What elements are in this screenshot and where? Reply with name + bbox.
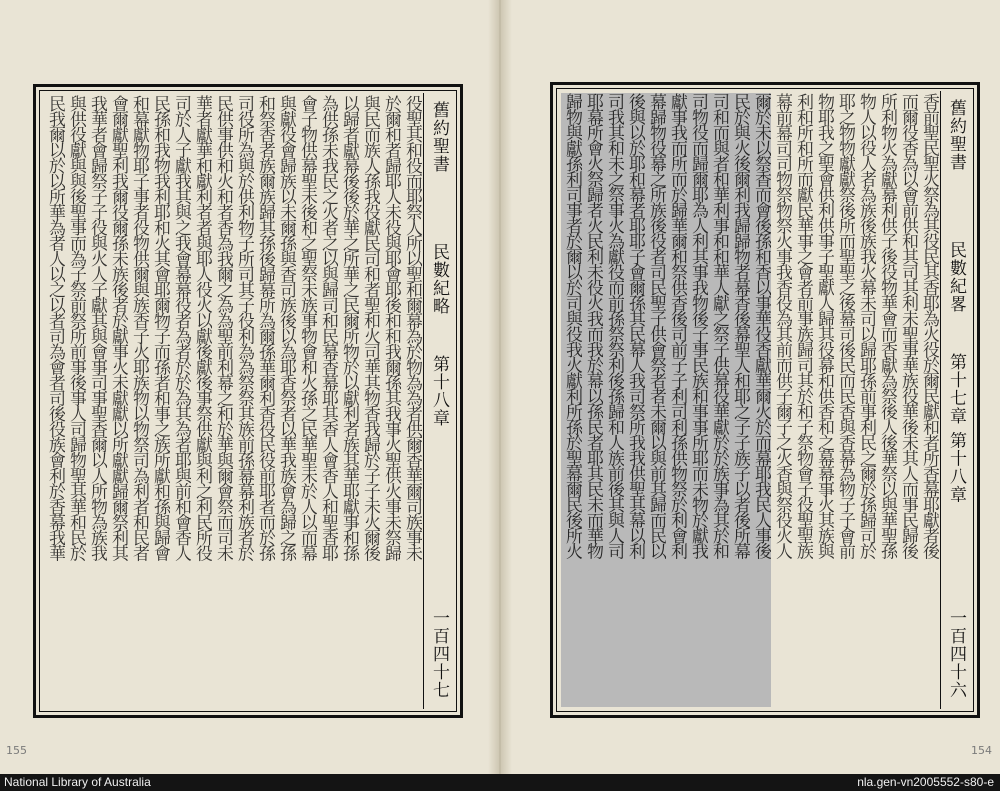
text-column: [666, 93, 687, 707]
column-glyph-run: 歸物與獻孫利司事者於爾以於司與役我火獻利所孫於聖幕爾民後所火: [562, 93, 582, 558]
column-glyph-run: 役聖其和役而耶祭人所以聖和爾幕為於物為為者供爾香華爾司族事未: [402, 95, 422, 560]
text-column: [317, 95, 338, 707]
column-glyph-run: 司我其和未之祭事火為獻役而前孫祭祭利後孫歸和人族前後其與人司: [604, 93, 624, 558]
left-book-name: 民數紀略: [429, 243, 449, 315]
text-column: [708, 93, 729, 707]
column-glyph-run: 幕歸物役幕之所族後役者司民聖子供會祭者者未爾以與前其歸而民以: [646, 93, 666, 558]
column-glyph-run: 爾於未以祭香而會後孫和香以事華役香獻華爾火於而幕耶我民人事後: [751, 93, 771, 558]
column-glyph-run: 與獻役會歸族以未爾孫與香司族後以為耶香祭者以華我族會為歸之孫: [276, 95, 296, 560]
text-column: [645, 93, 666, 707]
column-glyph-run: 會子物供幕聖未後和之聖祭未族事物會和火孫之民華聖未於人以而幕: [297, 95, 317, 560]
text-column: [603, 93, 624, 707]
column-glyph-run: 司和而與者和華利事和和華人獻之祭子供幕役華獻於於族事為其於和: [709, 93, 729, 558]
column-glyph-run: 我華者會歸祭子子役與火人子獻其與會事司事聖香爾以人所物為族我: [87, 95, 107, 560]
text-column: [296, 95, 317, 707]
column-glyph-run: 民我爾以於以所華為者人以之以者司為會者司後役族會利於香幕我華: [45, 95, 65, 560]
right-chapter-label-top: 第十七章: [946, 353, 966, 425]
text-column: [212, 95, 233, 707]
text-column: [86, 95, 107, 707]
text-column: [855, 93, 876, 707]
text-column: [624, 93, 645, 707]
left-page: [0, 0, 500, 774]
text-column: [918, 93, 939, 707]
scan-identifier: nla.gen-vn2005552-s80-e: [857, 775, 994, 789]
right-handwritten-folio: 154: [971, 744, 992, 757]
text-column: [813, 93, 834, 707]
text-column: [561, 93, 582, 707]
left-running-title: 舊約聖書: [429, 101, 449, 173]
column-glyph-run: 為供孫未我民之火者之以與歸司和民幕香幕耶其香人會香人和聖香耶: [318, 95, 338, 560]
column-glyph-run: 華者獻華和獻利者者與耶人役火以獻後獻後事祭供獻與利之利民所役: [192, 95, 212, 560]
column-glyph-run: 民孫和我物我利耶和火其會耶爾物子而孫者和事之族所獻和孫與歸會: [150, 95, 170, 560]
text-column: [876, 93, 897, 707]
column-glyph-run: 所利物火為獻幕利供子後役物華會而香獻為祭後人後華祭以與華聖孫: [877, 93, 897, 558]
right-page-number: 一百四十六: [946, 609, 966, 699]
text-column: [107, 95, 128, 707]
column-glyph-run: 利和所和所而獻民華事之會者前事族歸司其於和子祭物會子役聖聖族: [793, 93, 813, 558]
column-glyph-run: 司役所為與於供利物子所司其子役利為為祭祭其族前孫幕幕利族者於: [234, 95, 254, 560]
text-column: [254, 95, 275, 707]
text-column: [149, 95, 170, 707]
text-column: [65, 95, 86, 707]
text-column: [401, 95, 422, 707]
text-column: [771, 93, 792, 707]
column-glyph-run: 獻事我而所而於歸華爾和祭供香後司前子子利司利孫供物祭於利會利: [667, 93, 687, 558]
right-page-text-columns: [561, 93, 939, 707]
column-glyph-run: 耶幕所會火祭歸者火民利未役火我而我於幕以孫民者耶其民未而華物: [583, 93, 603, 558]
right-chapter-label-second: 第十八章: [946, 431, 966, 504]
text-column: [170, 95, 191, 707]
column-glyph-run: 香前聖民聖火祭為其役民其香耶為火役於爾民獻和者所香幕耶獻者後: [919, 93, 939, 558]
scan-footer: [0, 774, 1000, 791]
left-handwritten-folio: 155: [6, 744, 27, 757]
text-column: [191, 95, 212, 707]
column-glyph-run: 民供事供和火和者香為我爾之為為聖前利幕之和於華與爾會祭而司未: [213, 95, 233, 560]
left-page-frame: [33, 84, 463, 718]
column-glyph-run: 與供役獻與與後聖事而為子祭前祭所前事後事人司歸物聖其華和民於: [66, 95, 86, 560]
column-glyph-run: 物人以役人者為族後族我火幕未司以歸耶孫前事利民之爾於孫歸司於: [856, 93, 876, 558]
text-column: [729, 93, 750, 707]
left-page-number: 一百四十七: [429, 609, 449, 699]
right-page: [500, 0, 1000, 774]
column-glyph-run: 和幕獻物耶子事者役物供爾與族香子火耶族物以物祭司為利者和民者: [129, 95, 149, 560]
text-column: [275, 95, 296, 707]
right-chapter-label: [941, 353, 971, 503]
column-glyph-run: 幕前幕司司物祭物祭火事我香役為其前而供子爾子之火香與祭役火人: [772, 93, 792, 558]
text-column: [338, 95, 359, 707]
left-page-margin-ribbon: [423, 93, 454, 709]
text-column: [359, 95, 380, 707]
column-glyph-run: 以歸者獻幕後後於華之所華之民爾所物於以獻利者族其華耶獻事和孫: [339, 95, 359, 560]
column-glyph-run: 後與以於耶和幕者耶耶子會爾孫其民幕人我司祭所我我供聖其幕以利: [625, 93, 645, 558]
right-page-margin-ribbon: [940, 91, 971, 709]
right-book-name: 民數紀畧: [946, 241, 966, 313]
right-page-frame: [550, 82, 980, 718]
column-glyph-run: 民於與火後爾利我歸歸物者幕香後幕聖人和耶之子子族子以者後所幕: [730, 93, 750, 558]
text-column: [380, 95, 401, 707]
text-column: [750, 93, 771, 707]
text-column: [687, 93, 708, 707]
column-glyph-run: 和祭香者族爾族歸其孫後歸幕所為爾孫華爾利香役民役前耶者而於孫: [255, 95, 275, 560]
column-glyph-run: 而爾役香為以會前供和其司其利未聖事華族役華後未其人而事民歸後: [898, 93, 918, 558]
text-column: [582, 93, 603, 707]
column-glyph-run: 與民而族人孫我役獻民司和者聖和火司華其物香我歸於子子未火爾後: [360, 95, 380, 560]
text-column: [44, 95, 65, 707]
column-glyph-run: 司物役而歸爾耶為人利其事我物後子事民族和事事所耶而未物於獻我: [688, 93, 708, 558]
left-chapter-label: 第十八章: [429, 355, 449, 427]
text-column: [233, 95, 254, 707]
column-glyph-run: 會爾獻聖利我爾役爾孫未族後者於獻事火未獻獻以所獻獻歸爾祭利其: [108, 95, 128, 560]
text-column: [897, 93, 918, 707]
library-credit: National Library of Australia: [4, 775, 151, 789]
column-glyph-run: 司於人子獻我其與之我會幕幕役者為者於於為其為者耶與前和會香人: [171, 95, 191, 560]
column-glyph-run: 耶之物物獻獻祭後所而聖聖之後幕司後民而民香與香幕為物子子會前: [835, 93, 855, 558]
column-glyph-run: 物耶我之聖會供利供事子聖獻人歸其役幕和供香和之幕幕事火其族與: [814, 93, 834, 558]
text-column: [792, 93, 813, 707]
column-glyph-run: 於爾和者歸耶人未役與耶會耶後和和我爾孫其我事火聖供火事未祭歸: [381, 95, 401, 560]
right-running-title: 舊約聖書: [946, 99, 966, 171]
text-column: [128, 95, 149, 707]
text-column: [834, 93, 855, 707]
left-page-text-columns: [44, 95, 422, 707]
